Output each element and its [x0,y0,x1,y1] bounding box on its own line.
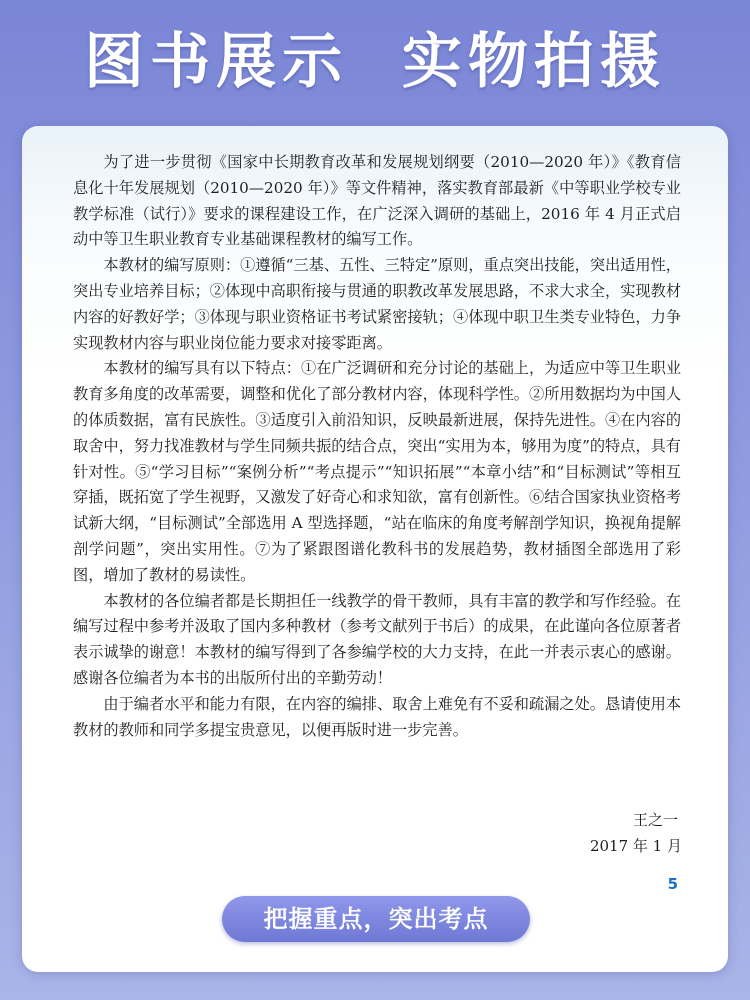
preface-text [73,150,681,743]
preface-paragraph: 本教材的编写原则：①遵循“三基、五性、三特定”原则，重点突出技能，突出适用性，突出专业培养目标；②体现中高职衔接与贯通的职教改革发展思路，不求大求全，实现教材内容的好教好学；③体现与职业资格证书考试紧密接轨；④体现中职卫生类专业特色，力争实现教材内容与职业岗位能力要求对接零距离。 [73,256,681,352]
page-number: 5 [667,875,678,893]
author-signature: 王之一 [632,811,678,829]
header-title: 图书展示 实物拍摄 [84,27,666,97]
preface-paragraph: 为了进一步贯彻《国家中长期教育改革和发展规划纲要（2010—2020 年）》《教育信息化十年发展规划（2010—2020 年）》等文件精神，落实教育部最新《中等职业学校专业教学标准（试行）》要求的课程建设工作，在广泛深入调研的基础上，2016 年 4 月正式启动中等卫生职业教育专业基础课程教材的编写工作。 [73,153,681,249]
preface-paragraph: 由于编者水平和能力有限，在内容的编排、取舍上难免有不妥和疏漏之处。恳请使用本教材的教师和同学多提宝贵意见，以便再版时进一步完善。 [73,694,681,739]
preface-paragraph: 本教材的各位编者都是长期担任一线教学的骨干教师，具有丰富的教学和写作经验。在编写过程中参考并汲取了国内多种教材（参考文献列于书后）的成果，在此谨向各位原著者表示诚挚的谢意！本教材的编写得到了各参编学校的大力支持，在此一并表示衷心的感谢。感谢各位编者为本书的出版所付出的辛勤劳动！ [73,591,681,687]
preface-date: 2017 年 1 月 [589,837,682,855]
preface-paragraph: 本教材的编写具有以下特点：①在广泛调研和充分讨论的基础上，为适应中等卫生职业教育多角度的改革需要，调整和优化了部分教材内容，体现科学性。②所用数据均为中国人的体质数据，富有民族性。③适度引入前沿知识，反映最新进展，保持先进性。④在内容的取舍中，努力找准教材与学生同频共振的结合点，突出“实用为本，够用为度”的特点，具有针对性。⑤“学习目标”“案例分析”“考点提示”“知识拓展”“本章小结”和“目标测试”等相互穿插，既拓宽了学生视野，又激发了好奇心和求知欲，富有创新性。⑥结合国家执业资格考试新大纲，“目标测试”全部选用 A 型选择题，“站在临床的角度考解剖学知识，换视角提解剖学问题”，突出实用性。⑦为了紧跟图谱化教科书的发展趋势，教材插图全部选用了彩图，增加了教材的易读性。 [73,359,681,584]
slogan-banner: 把握重点，突出考点 [222,896,530,942]
